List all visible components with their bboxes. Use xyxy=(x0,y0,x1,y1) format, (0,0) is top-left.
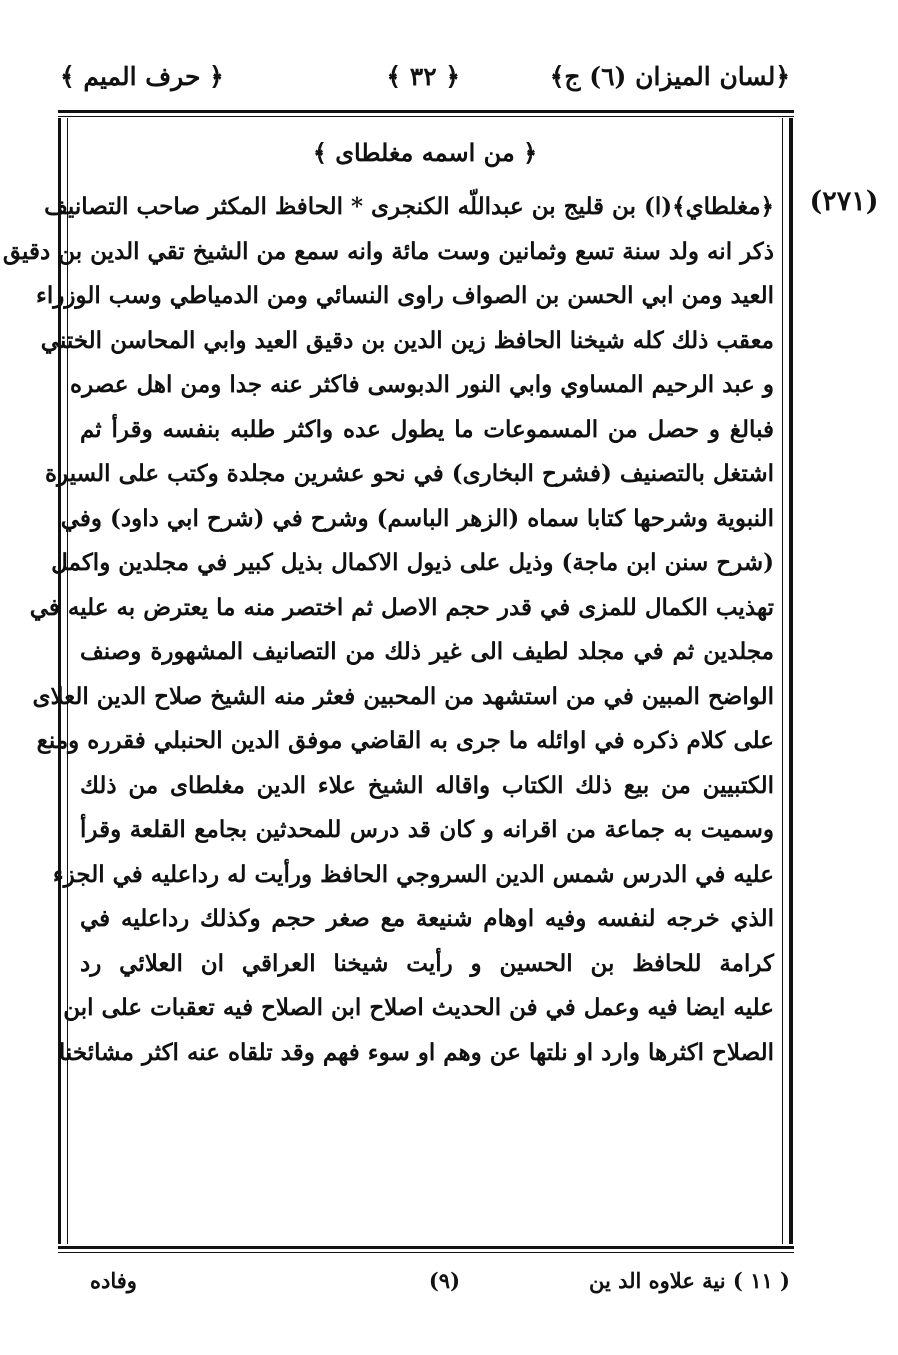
entry-number: (٢٧١) xyxy=(809,186,879,217)
catchword: وفاده xyxy=(90,1268,137,1293)
text-line: وسميت به جماعة من اقرانه و كان قد درس للمحدثين بجامع القلعة وقرأ xyxy=(80,816,774,843)
text-line: الصلاح اكثرها وارد او نلتها عن وهم او سوء فهم وقد تلقاه عنه اكثر مشائخنا xyxy=(58,1038,774,1066)
text-line: معقب ذلك كله شيخنا الحافظ زين الدين بن دقيق العيد وابي المحاسن الختني xyxy=(40,326,774,354)
text-line: الواضح المبين في من استشهد من المحبين فعثر منه الشيخ صلاح الدين العلاى xyxy=(32,682,774,710)
text-line: تهذيب الكمال للمزى في قدر حجم الاصل ثم اختصر منه ما يعترض به عليه في xyxy=(29,593,774,621)
text-line: عليه في الدرس شمس الدين السروجي الحافظ ورأيت له رداعليه في الجزء xyxy=(52,860,774,888)
text-line: اشتغل بالتصنيف (فشرح البخارى) في نحو عشرين مجلدة وكتب على السيرة xyxy=(44,460,774,487)
book-title: ﴿لسان الميزان (٦) ج﴾ xyxy=(549,62,790,91)
footnote: ( ١١ ) نية علاوه الد ين xyxy=(588,1268,790,1293)
text-line: مجلدين ثم في مجلد لطيف الى غير ذلك من التصانيف المشهورة وصنف xyxy=(80,638,774,665)
text-line: و عبد الرحيم المساوي وابي النور الدبوسى فاكثر عنه جدا ومن اهل عصره xyxy=(70,371,774,398)
text-line: (شرح سنن ابن ماجة) وذيل على ذيول الاكمال بذيل كبير في مجلدين واكمل xyxy=(51,549,774,576)
signature-mark: (٩) xyxy=(428,1268,460,1293)
text-line: كرامة للحافظ بن الحسين و رأيت شيخنا العراقي ان العلائي رد xyxy=(80,949,774,977)
text-line: العيد ومن ابي الحسن بن الصواف راوى النسائي ومن الدمياطي وسب الوزراء xyxy=(36,282,774,309)
footer xyxy=(90,1268,790,1308)
chapter-title: ﴿ حرف الميم ﴾ xyxy=(60,62,224,91)
page-number: ﴿ ٣٢ ﴾ xyxy=(386,62,460,91)
text-line: الكتبيين من بيع ذلك الكتاب واقاله الشيخ علاء الدين مغلطاى من ذلك xyxy=(80,771,774,799)
footer-rule xyxy=(58,1246,794,1253)
header-rule xyxy=(58,110,794,117)
text-line: ذكر انه ولد سنة تسع وثمانين وست مائة وانه سمع من الشيخ تقي الدين بن دقيق xyxy=(2,237,774,265)
body-text xyxy=(2,185,774,1075)
text-line: عليه ايضا فيه وعمل في فن الحديث اصلاح ابن الصلاح فيه تعقبات على ابن xyxy=(63,994,774,1021)
text-line: النبوية وشرحها كتابا سماه (الزهر الباسم) وشرح في (شرح ابي داود) وفي xyxy=(60,504,774,532)
text-line: فبالغ و حصل من المسموعات ما يطول عده واكثر طلبه بنفسه وقرأ ثم xyxy=(80,415,774,443)
text-line: على كلام ذكره في اوائله ما جرى به القاضي موفق الدين الحنبلي فقرره ومنع xyxy=(36,727,774,754)
section-title: ﴿ من اسمه مغلطاى ﴾ xyxy=(312,138,538,167)
text-line: ﴿مغلطاي﴾(ا) بن قليج بن عبداللّه الكنجرى * الحافظ المكثر صاحب التصانيف xyxy=(44,193,774,220)
running-header xyxy=(60,62,790,102)
text-line: الذي خرجه لنفسه وفيه اوهام شنيعة مع صغر حجم وكذلك رداعليه في xyxy=(80,905,774,932)
